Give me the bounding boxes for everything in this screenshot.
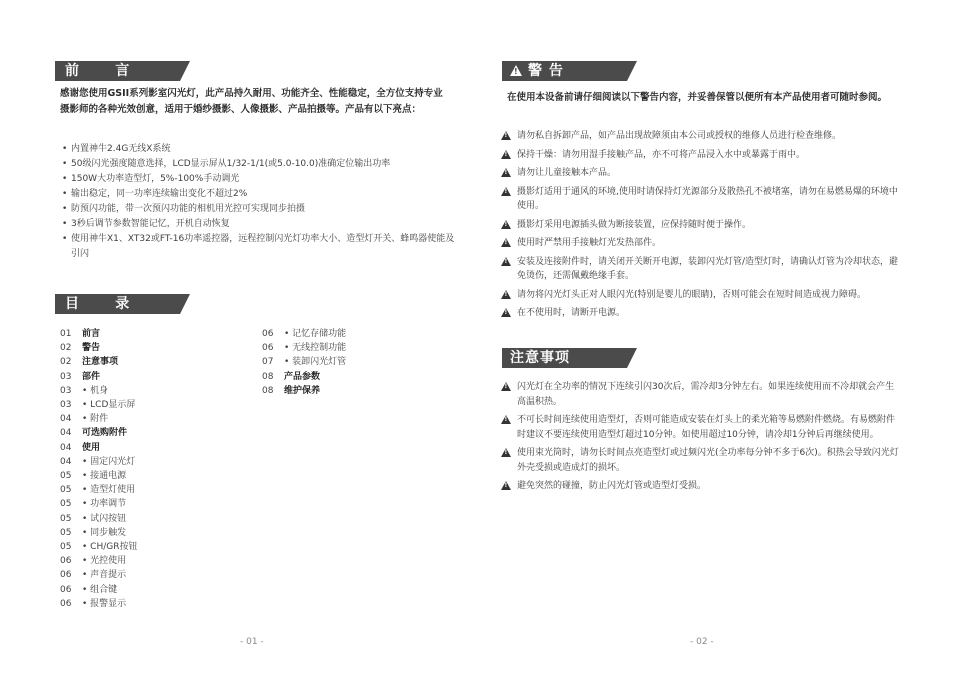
warning-triangle-icon [501,308,511,317]
toc-entry-label: • 附件 [82,414,109,425]
item-text: 保持干燥：请勿用湿手接触产品，亦不可将产品浸入水中或暴露于雨中。 [517,149,806,160]
feature-item: • 3秒后调节参数智能记忆，开机自动恢复 [62,217,457,232]
preface-header [55,61,180,81]
toc-entry-label: • CH/GR按钮 [82,542,138,553]
warning-triangle-icon [501,481,511,490]
toc-page-number: 05 [60,471,72,482]
warning-item [501,129,901,144]
warning-item [501,236,901,251]
toc-page-number: 04 [60,456,72,467]
toc-entry[interactable] [60,469,137,483]
toc-entry[interactable] [60,597,137,611]
item-text: 使用束光筒时，请勿长时间点亮造型灯或过频闪光(全功率每分钟不多于6次)。积热会导致闪光灯外壳受损或造成灯的损坏。 [517,448,899,473]
warning-header [502,61,627,81]
warning-title: 警 告 [528,63,564,79]
toc-entry-label: 维护保养 [284,385,321,396]
toc-entry-label: 产品参数 [284,371,321,382]
toc-page-number: 03 [60,385,72,396]
page-number-left: - 01 - [240,637,264,647]
item-text: 闪光灯在全功率的情况下连续引闪30次后，需冷却3分钟左右。如果连续使用而不冷却就会产生高温积热。 [517,382,895,407]
toc-entry-label: 注意事项 [82,357,119,368]
caution-header [502,348,627,368]
caution-title: 注意事项 [510,350,570,366]
page-number-right: - 02 - [690,637,714,647]
warning-item [501,306,901,321]
caution-item [501,380,901,409]
toc-entry-label: • 组合键 [82,584,118,595]
warning-triangle-icon [501,220,511,229]
toc-entry-label: • LCD显示屏 [82,400,136,411]
toc-entry-label: • 记忆存储功能 [284,329,347,339]
item-text: 摄影灯采用电源插头做为断接装置，应保持随时便于操作。 [517,219,752,230]
toc-page-number: 06 [60,598,72,609]
toc-page-number: 05 [60,485,72,496]
item-text: 在不使用时，请断开电源。 [517,308,626,318]
warning-triangle-icon [501,382,511,391]
toc-entry[interactable] [60,412,137,426]
toc-entry[interactable] [60,455,137,469]
toc-entry-label: • 装卸闪光灯管 [284,357,347,368]
toc-page-number: 02 [60,357,72,368]
toc-entry-label: • 功率调节 [82,499,127,510]
warning-item [501,288,901,303]
toc-entry[interactable] [60,384,137,398]
warning-triangle-icon [501,238,511,247]
item-text: 摄影灯适用于通风的环境,使用时请保持灯光源部分及散热孔不被堵塞，请勿在易燃易爆的环境中使用。 [517,186,898,211]
toc-entry-label: • 接通电源 [82,471,127,482]
feature-item: • 输出稳定，同一功率连续输出变化不超过2% [62,187,457,202]
toc-entry[interactable] [60,512,137,526]
toc-page-number: 08 [262,385,274,396]
toc-entry-label: 可选购附件 [82,428,128,439]
toc-entry[interactable] [60,426,137,440]
toc-page-number: 06 [262,329,274,339]
toc-entry-label: 使用 [82,442,101,453]
toc-page-number: 05 [60,542,72,553]
toc-entry[interactable] [262,341,346,355]
item-text: 使用时严禁用手接触灯光发热部件。 [517,238,662,248]
toc-page-number: 05 [60,527,72,538]
toc-column-2 [262,327,346,398]
feature-item: • 使用神牛X1、XT32或FT-16功率遥控器，远程控制闪光灯功率大小、造型灯开关、蜂鸣器使能及引闪 [62,232,457,262]
toc-entry-label: 前言 [82,329,101,339]
toc-page-number: 08 [262,371,274,382]
warning-item [501,166,901,181]
toc-entry-label: • 无线控制功能 [284,343,347,354]
toc-page-number: 05 [60,499,72,510]
item-text: 安装及连接附件时，请关闭开关断开电源，装卸闪光灯管/造型灯时，请确认灯管为冷却状态，避免烫伤，还需佩戴绝缘手套。 [517,256,899,281]
item-text: 请勿将闪光灯头正对人眼闪光(特别是婴儿的眼睛)，否则可能会在短时间造成视力障碍。 [517,289,867,300]
toc-column-1 [60,327,137,611]
toc-entry-label: • 报警显示 [82,598,127,609]
toc-page-number: 06 [60,570,72,581]
preface-intro: 感谢您使用GSII系列影室闪光灯，此产品持久耐用、功能齐全、性能稳定，全方位支持专业摄影师的各种光效创意，适用于婚纱摄影、人像摄影、产品拍摄等。产品有以下亮点： [60,88,443,115]
toc-entry-label: • 机身 [82,385,109,396]
toc-entry-label: • 声音提示 [82,570,127,581]
warning-intro: 在使用本设备前请仔细阅读以下警告内容，并妥善保管以便所有本产品使用者可随时参阅。 [507,92,888,103]
toc-entry[interactable] [262,327,346,341]
toc-entry-label: • 同步触发 [82,527,127,538]
warning-triangle-icon [501,150,511,159]
item-text: 请勿私自拆卸产品，如产品出现故障须由本公司或授权的维修人员进行检查维修。 [517,131,842,141]
caution-item [501,413,901,442]
toc-page-number: 01 [60,329,72,339]
warning-triangle-icon [501,415,511,424]
toc-entry[interactable] [60,554,137,568]
item-text: 不可长时间连续使用造型灯，否则可能造成安装在灯头上的柔光箱等易燃附件燃烧。有易燃附件时建议不要连续使用造型灯超过10分钟。如使用超过10分钟，请冷却1分钟后再继续使用。 [517,415,896,440]
warning-triangle-icon [501,187,511,196]
feature-list [62,142,457,262]
toc-entry-label: • 光控使用 [82,556,127,567]
warning-list [501,129,901,325]
warning-item [501,255,901,284]
toc-page-number: 04 [60,428,72,439]
feature-item: • 150W大功率造型灯，5%-100%手动调光 [62,172,457,187]
warning-triangle-icon [501,168,511,177]
caution-list [501,380,901,498]
toc-title: 目 录 [65,296,131,312]
warning-item [501,185,901,214]
caution-item [501,479,901,494]
item-text: 避免突然的碰撞，防止闪光灯管或造型灯受损。 [517,481,707,491]
toc-entry[interactable] [60,497,137,511]
preface-title: 前 言 [65,63,131,79]
warning-triangle-icon [510,65,522,76]
toc-entry-label: 部件 [82,371,101,382]
toc-page-number: 06 [60,584,72,595]
toc-page-number: 04 [60,442,72,453]
toc-entry[interactable] [60,355,137,369]
toc-page-number: 03 [60,371,72,382]
toc-entry-label: • 造型灯使用 [82,485,136,496]
toc-entry[interactable] [60,327,137,341]
toc-page-number: 04 [60,414,72,425]
toc-header [55,294,180,314]
toc-page-number: 03 [60,400,72,411]
feature-item: • 防预闪功能，带一次预闪功能的相机用光控可实现同步拍摄 [62,202,457,217]
toc-entry[interactable] [60,526,137,540]
toc-entry-label: • 固定闪光灯 [82,456,136,467]
toc-entry[interactable] [60,441,137,455]
toc-entry[interactable] [262,384,346,398]
toc-entry[interactable] [60,583,137,597]
toc-entry[interactable] [60,398,137,412]
warning-item [501,218,901,233]
toc-entry[interactable] [262,355,346,369]
toc-page-number: 02 [60,343,72,354]
toc-entry[interactable] [60,483,137,497]
warning-item [501,148,901,163]
toc-page-number: 07 [262,357,274,368]
toc-entry-label: 警告 [82,343,101,354]
feature-item: • 50级闪光强度随意选择，LCD显示屏从1/32-1/1(或5.0-10.0)准确定位输出功率 [62,157,457,172]
warning-triangle-icon [501,131,511,140]
warning-triangle-icon [501,257,511,266]
warning-triangle-icon [501,290,511,299]
toc-entry[interactable] [60,568,137,582]
toc-page-number: 06 [60,556,72,567]
warning-triangle-icon [501,448,511,457]
toc-entry[interactable] [60,540,137,554]
item-text: 请勿让儿童接触本产品。 [517,168,617,178]
toc-entry[interactable] [262,370,346,384]
toc-page-number: 05 [60,513,72,524]
toc-entry-label: • 试闪按钮 [82,513,127,524]
toc-entry[interactable] [60,370,137,384]
feature-item: • 内置神牛2.4G无线X系统 [62,142,457,157]
caution-item [501,446,901,475]
toc-entry[interactable] [60,341,137,355]
toc-page-number: 06 [262,343,274,354]
